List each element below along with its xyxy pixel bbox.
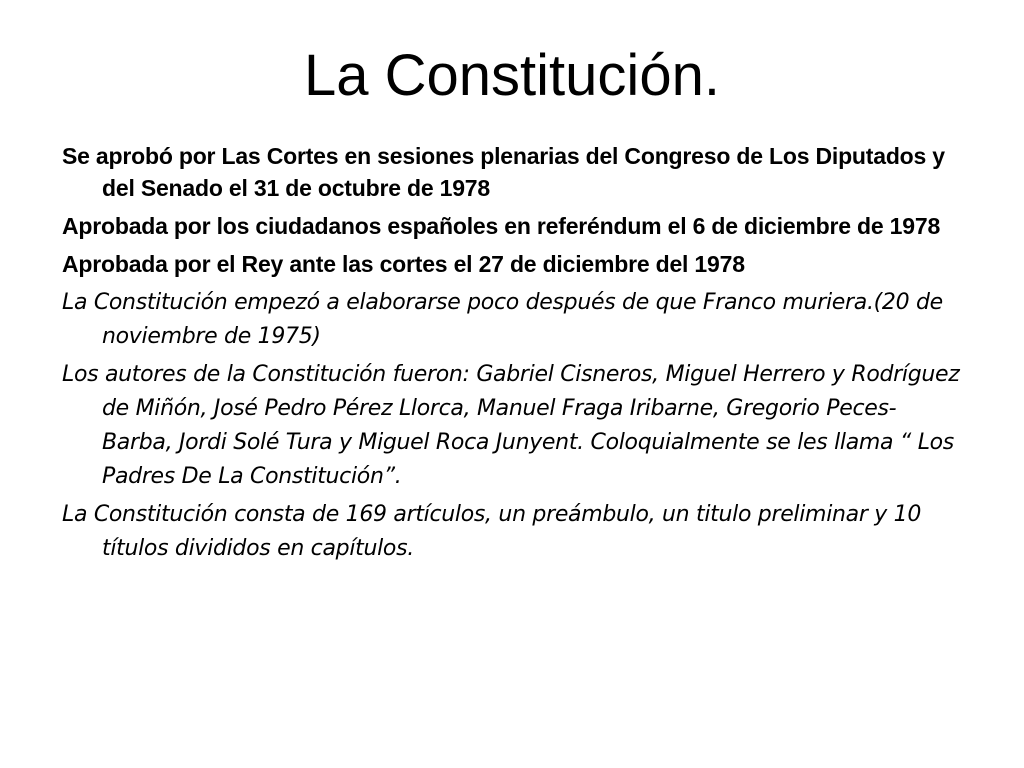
paragraph-approval-cortes: Se aprobó por Las Cortes en sesiones plenarias del Congreso de Los Diputados y del Senado el 31 de octubre de 1978 <box>62 143 945 201</box>
slide-title: La Constitución. <box>304 43 720 108</box>
paragraph-approval-referendum: Aprobada por los ciudadanos españoles en referéndum el 6 de diciembre de 1978 <box>62 213 941 239</box>
paragraph-authors: Los autores de la Constitución fueron: Gabriel Cisneros, Miguel Herrero y Rodríguez de Miñón, José Pedro Pérez Llorca, Manuel Fraga Iribarne, Gregorio Peces-Barba, Jordi Solé Tura y Miguel Roca Junyent. Coloquialmente se les llama “ Los Padres De La Constitución”. <box>62 362 960 489</box>
paragraph-approval-king: Aprobada por el Rey ante las cortes el 27 de diciembre del 1978 <box>62 251 745 277</box>
paragraph-elaboration: La Constitución empezó a elaborarse poco después de que Franco muriera.(20 de noviembre de 1975) <box>62 290 943 349</box>
slide-body <box>62 140 962 570</box>
paragraph-structure: La Constitución consta de 169 artículos, un preámbulo, un titulo preliminar y 10 títulos divididos en capítulos. <box>62 502 922 561</box>
